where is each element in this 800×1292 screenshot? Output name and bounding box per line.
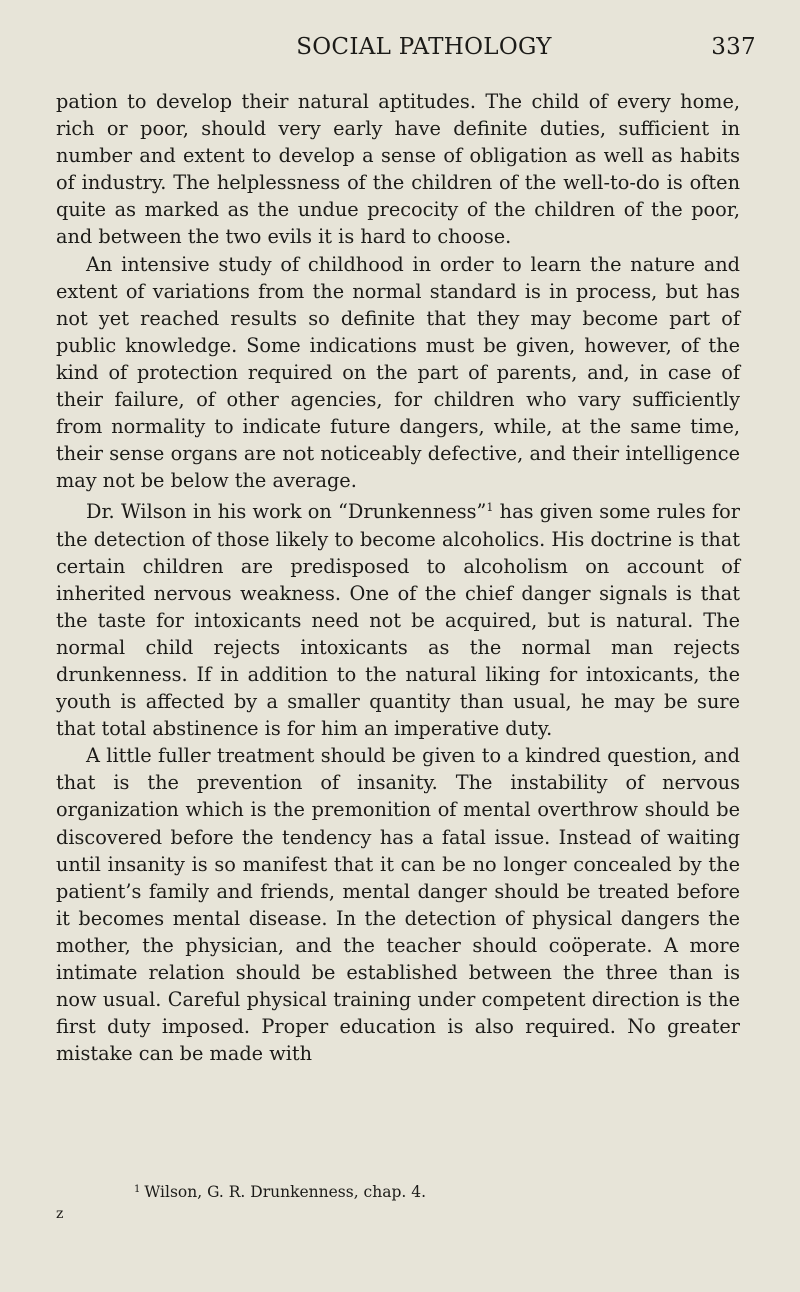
body-text [56,88,740,1067]
signature-mark: z [56,1206,64,1222]
paragraph-text: has given some rules for the detection of those likely to become alcoholics. His doctrine is that certain children are predisposed to alcoholism on account of inherited nervous weakness. One of the chief danger signals is that the taste for intoxicants need not be acquired, but is natural. The normal child rejects intoxicants as the normal man rejects drunkenness. If in addition to the natural liking for intoxicants, the youth is affected by a smaller quantity than usual, he may be sure that total abstinence is for him an imperative duty. [56,500,741,741]
paragraph-text: Dr. Wilson in his work on “Drunkenness” [86,500,487,524]
footnote-text: Wilson, G. R. Drunkenness, chap. 4. [144,1183,427,1201]
footnote [134,1180,426,1202]
paragraph: An intensive study of childhood in order to learn the nature and extent of variations from the normal standard is in process, but has not yet reached results so definite that they may become part of public knowledge. Some indications must be given, however, of the kind of protection required on the part of parents, and, in case of their failure, of other agencies, for children who vary sufficiently from normality to indicate future dangers, while, at the same time, their sense organs are not noticeably defective, and their intelligence may not be below the average. [56,252,740,493]
footnote-marker: 1 [134,1184,141,1195]
paragraph [56,494,740,742]
page-number: 337 [711,34,756,60]
paragraph: pation to develop their natural aptitudes. The child of every home, rich or poor, should very early have definite duties, sufficient in number and extent to develop a sense of obligation as well as habits of industry. The helplessness of the children of the well-to-do is often quite as marked as the undue precocity of the children of the poor, and between the two evils it is hard to choose. [56,90,740,249]
running-title: SOCIAL PATHOLOGY [296,34,552,60]
running-header [92,34,756,70]
footnote-reference: 1 [486,501,494,515]
paragraph: A little fuller treatment should be given to a kindred question, and that is the prevention of insanity. The instability of nervous organization which is the premonition of mental overthrow should be discovered before the tendency has a fatal issue. Instead of waiting until insanity is so manifest that it can be no longer concealed by the patient’s family and friends, mental danger should be treated before it becomes mental disease. In the detection of physical dangers the mother, the physician, and the teacher should coöperate. A more intimate relation should be established between the three than is now usual. Careful physical training under competent direction is the first duty imposed. Proper education is also required. No greater mistake can be made with [56,744,740,1066]
